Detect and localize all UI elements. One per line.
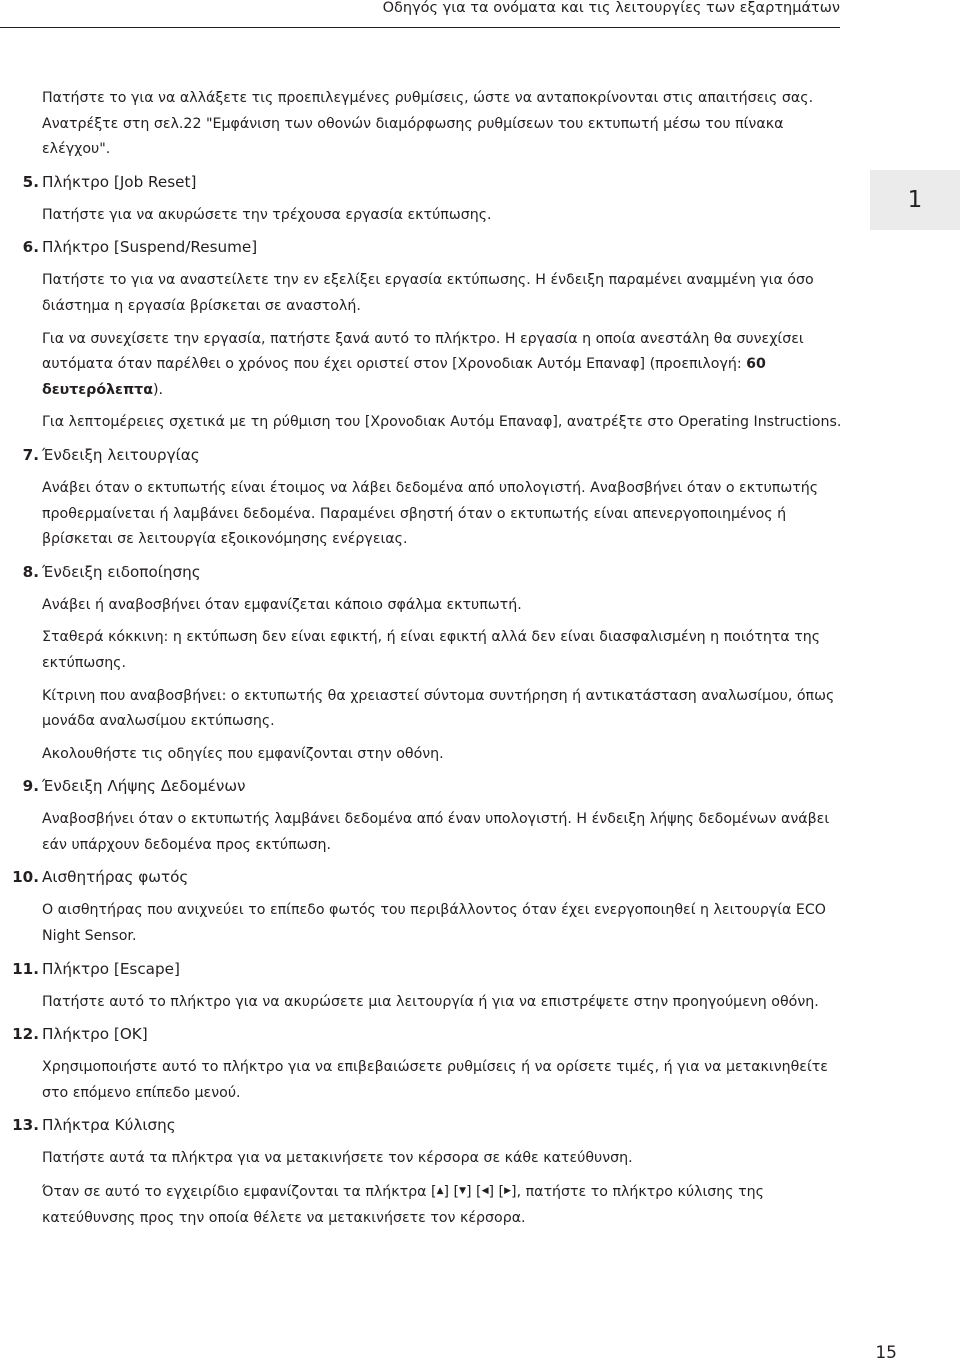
item-heading-13: [12, 1113, 848, 1137]
chapter-number: 1: [907, 187, 923, 213]
intro-paragraph: Πατήστε το για να αλλάξετε τις προεπιλεγμένες ρυθμίσεις, ώστε να ανταποκρίνονται στις απαιτήσεις σας. Ανατρέξτε στη σελ.22 "Εμφάνιση των οθονών διαμόρφωσης ρυθμίσεων του εκτυπωτή μέσω του πίνακα ελέγχου".: [42, 90, 814, 158]
bracket-text: ] [: [488, 1184, 505, 1201]
item-paragraph: Ακολουθήστε τις οδηγίες που εμφανίζονται στην οθόνη.: [42, 745, 444, 762]
item-title: Ένδειξη ειδοποίησης: [42, 562, 201, 581]
item-number: 13.: [12, 1116, 39, 1135]
bracket-text: ] [: [466, 1184, 482, 1201]
item-number: 5.: [22, 172, 39, 191]
paragraph-text: ).: [152, 381, 164, 398]
right-arrow-icon: ▶: [504, 1186, 512, 1197]
item-heading-9: [22, 774, 848, 798]
item-paragraph: Πατήστε για να ακυρώσετε την τρέχουσα εργασία εκτύπωσης.: [42, 206, 492, 223]
item-title: Ένδειξη Λήψης Δεδομένων: [42, 777, 246, 796]
up-arrow-icon: ▲: [436, 1186, 444, 1197]
item-title: Πλήκτρο [Job Reset]: [42, 172, 197, 191]
item-paragraph: Πατήστε αυτά τα πλήκτρα για να μετακινήσετε τον κέρσορα σε κάθε κατεύθυνση.: [42, 1150, 633, 1167]
paragraph-text: Για να συνεχίσετε την εργασία, πατήστε ξανά αυτό το πλήκτρο. Η εργασία η οποία ανεστάλη θα συνεχίσει αυτόματα όταν παρέλθει ο χρόνος που έχει οριστεί στον [Χρονοδιακ Αυτόμ Επαναφ] (προεπιλογή:: [42, 330, 804, 373]
running-header: Οδηγός για τα ονόματα και τις λειτουργίες των εξαρτημάτων: [382, 0, 840, 16]
item-paragraph: Κίτρινη που αναβοσβήνει: ο εκτυπωτής θα χρειαστεί σύντομα συντήρηση ή αντικατάσταση αναλωσίμου, όπως μονάδα αναλωσίμου εκτύπωσης.: [42, 687, 835, 730]
item-number: 6.: [22, 238, 39, 257]
item-title: Πλήκτρα Κύλισης: [42, 1116, 176, 1135]
item-number: 8.: [22, 562, 39, 581]
item-title: Πλήκτρο [OK]: [42, 1025, 148, 1044]
chapter-tab: [870, 170, 960, 230]
page-body: [0, 86, 848, 1238]
item-number: 9.: [22, 777, 39, 796]
item-paragraph: Ανάβει ή αναβοσβήνει όταν εμφανίζεται κάποιο σφάλμα εκτυπωτή.: [42, 596, 522, 613]
default-value: 60 δευτερόλεπτα: [42, 356, 766, 398]
paragraph-text: Όταν σε αυτό το εγχειρίδιο εμφανίζονται τα πλήκτρα [: [42, 1184, 437, 1201]
item-paragraph: Σταθερά κόκκινη: η εκτύπωση δεν είναι εφικτή, ή είναι εφικτή αλλά δεν είναι διασφαλισμένη η ποιότητα της εκτύπωσης.: [42, 629, 821, 671]
item-paragraph: Πατήστε αυτό το πλήκτρο για να ακυρώσετε μια λειτουργία ή για να επιστρέψετε στην προηγούμενη οθόνη.: [42, 993, 819, 1010]
item-title: Ένδειξη λειτουργίας: [42, 445, 200, 464]
page-number: 15: [875, 1343, 897, 1363]
item-title: Αισθητήρας φωτός: [42, 868, 189, 887]
item-number: 12.: [12, 1025, 39, 1044]
item-paragraph: Για λεπτομέρειες σχετικά με τη ρύθμιση του [Χρονοδιακ Αυτόμ Επαναφ], ανατρέξτε στο Operating Instructions.: [42, 414, 842, 431]
item-paragraph: Χρησιμοποιήστε αυτό το πλήκτρο για να επιβεβαιώσετε ρυθμίσεις ή να ορίσετε τιμές, ή για να μετακινηθείτε στο επόμενο επίπεδο μενού.: [42, 1059, 828, 1101]
item-heading-5: [22, 170, 848, 194]
down-arrow-icon: ▼: [459, 1186, 466, 1197]
item-paragraph: [42, 327, 842, 404]
item-number: 7.: [22, 445, 39, 464]
item-heading-6: [22, 235, 848, 259]
item-heading-12: [12, 1022, 848, 1046]
paragraph-text: ], πατήστε το πλήκτρο κύλισης της κατεύθυνσης προς την οποία θέλετε να μετακινήσετε τον κέρσορα.: [42, 1184, 764, 1226]
left-arrow-icon: ◀: [481, 1186, 489, 1197]
item-paragraph: [42, 1179, 842, 1231]
item-heading-8: [22, 560, 848, 584]
item-title: Πλήκτρο [Escape]: [42, 959, 180, 978]
item-paragraph: Πατήστε το για να αναστείλετε την εν εξελίξει εργασία εκτύπωσης. Η ένδειξη παραμένει αναμμένη για όσο διάστημα η εργασία βρίσκεται σε αναστολή.: [42, 272, 814, 314]
item-paragraph: Ανάβει όταν ο εκτυπωτής είναι έτοιμος να λάβει δεδομένα από υπολογιστή. Αναβοσβήνει όταν ο εκτυπωτής προθερμαίνεται ή λαμβάνει δεδομένα. Παραμένει σβηστή όταν ο εκτυπωτής είναι απενεργοποιημένος ή βρίσκεται σε λειτουργία εξοικονόμησης ενέργειας.: [42, 479, 819, 548]
item-heading-11: [12, 957, 848, 981]
item-paragraph: Αναβοσβήνει όταν ο εκτυπωτής λαμβάνει δεδομένα από έναν υπολογιστή. Η ένδειξη λήψης δεδομένων ανάβει εάν υπάρχουν δεδομένα προς εκτύπωση.: [42, 811, 830, 853]
item-title: Πλήκτρο [Suspend/Resume]: [42, 238, 258, 257]
item-heading-10: [12, 865, 848, 889]
item-heading-7: [22, 443, 848, 467]
item-number: 11.: [12, 959, 39, 978]
bracket-text: ] [: [443, 1184, 460, 1201]
header-rule: [0, 27, 840, 28]
item-paragraph: Ο αισθητήρας που ανιχνεύει το επίπεδο φωτός του περιβάλλοντος όταν έχει ενεργοποιηθεί η λειτουργία ECO Night Sensor.: [42, 902, 826, 945]
item-number: 10.: [12, 868, 39, 887]
